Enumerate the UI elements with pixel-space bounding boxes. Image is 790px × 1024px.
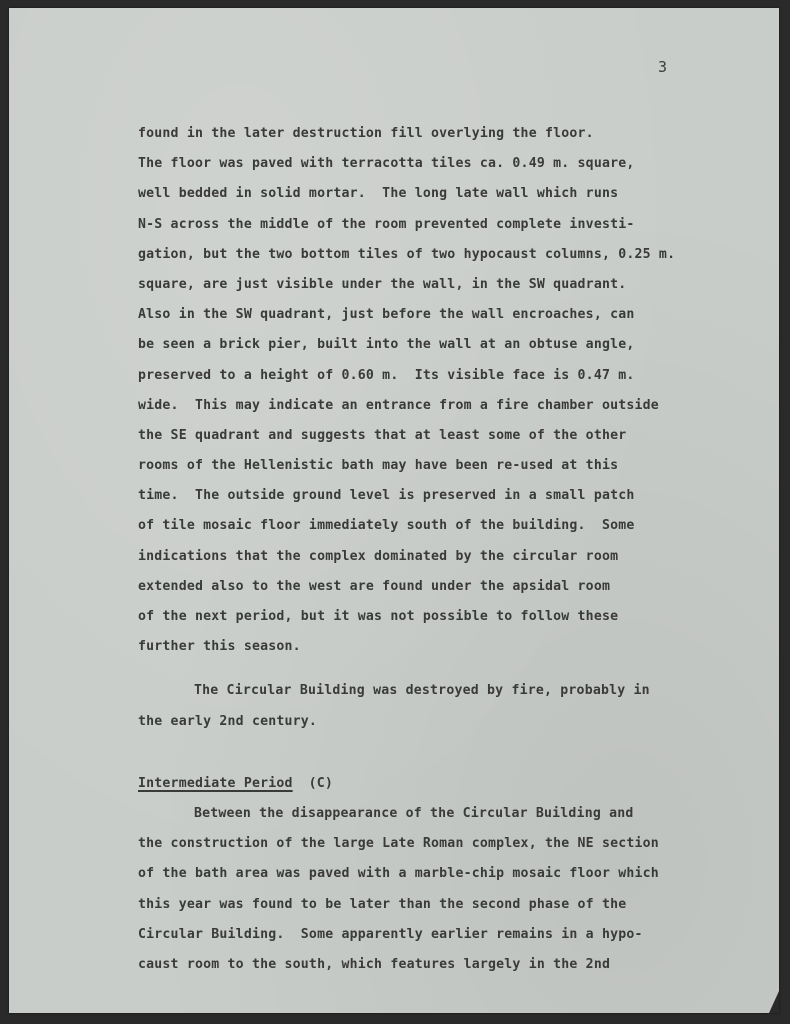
text-line: N-S across the middle of the room prevented complete investi- [138, 216, 635, 232]
text-line: Between the disappearance of the Circular Building and [194, 805, 634, 821]
text-line: the early 2nd century. [138, 713, 318, 729]
folded-corner [769, 991, 779, 1013]
text-line: indications that the complex dominated by the circular room [138, 548, 619, 564]
text-line: extended also to the west are found under the apsidal room [138, 578, 611, 594]
section-heading [138, 769, 675, 799]
text-line: preserved to a height of 0.60 m. Its visible face is 0.47 m. [138, 367, 635, 383]
text-line: this year was found to be later than the second phase of the [138, 896, 627, 912]
text-line: be seen a brick pier, built into the wall at an obtuse angle, [138, 337, 635, 353]
section-heading-code: (C) [308, 775, 334, 791]
page-body [138, 119, 675, 980]
text-line: further this season. [138, 639, 301, 655]
section-gap [138, 737, 675, 769]
text-line: Also in the SW quadrant, just before the wall encroaches, can [138, 307, 635, 323]
paragraph-gap [138, 662, 675, 676]
text-line: of tile mosaic floor immediately south of the building. Some [138, 518, 635, 534]
typewritten-page [9, 8, 779, 1013]
text-line: Circular Building. Some apparently earlier remains in a hypo- [138, 926, 643, 942]
text-line: square, are just visible under the wall, in the SW quadrant. [138, 276, 627, 292]
text-line: wide. This may indicate an entrance from a fire chamber outside [138, 397, 659, 413]
text-line: well bedded in solid mortar. The long late wall which runs [138, 186, 619, 202]
text-line: the SE quadrant and suggests that at least some of the other [138, 427, 627, 443]
text-line: the construction of the large Late Roman complex, the NE section [138, 836, 659, 852]
text-line: caust room to the south, which features largely in the 2nd [138, 956, 611, 972]
text-line: gation, but the two bottom tiles of two hypocaust columns, 0.25 m. [138, 246, 676, 262]
text-line: rooms of the Hellenistic bath may have been re-used at this [138, 458, 619, 474]
page-number: 3 [658, 58, 668, 76]
text-line: of the next period, but it was not possible to follow these [138, 609, 619, 624]
text-line: time. The outside ground level is preserved in a small patch [138, 488, 635, 504]
section-heading-title: Intermediate Period [138, 775, 293, 791]
text-line: found in the later destruction fill overlying the floor. [138, 126, 594, 141]
text-line: The floor was paved with terracotta tiles ca. 0.49 m. square, [138, 156, 635, 172]
text-line: of the bath area was paved with a marble-chip mosaic floor which [138, 866, 659, 882]
text-line: The Circular Building was destroyed by fire, probably in [194, 683, 650, 699]
